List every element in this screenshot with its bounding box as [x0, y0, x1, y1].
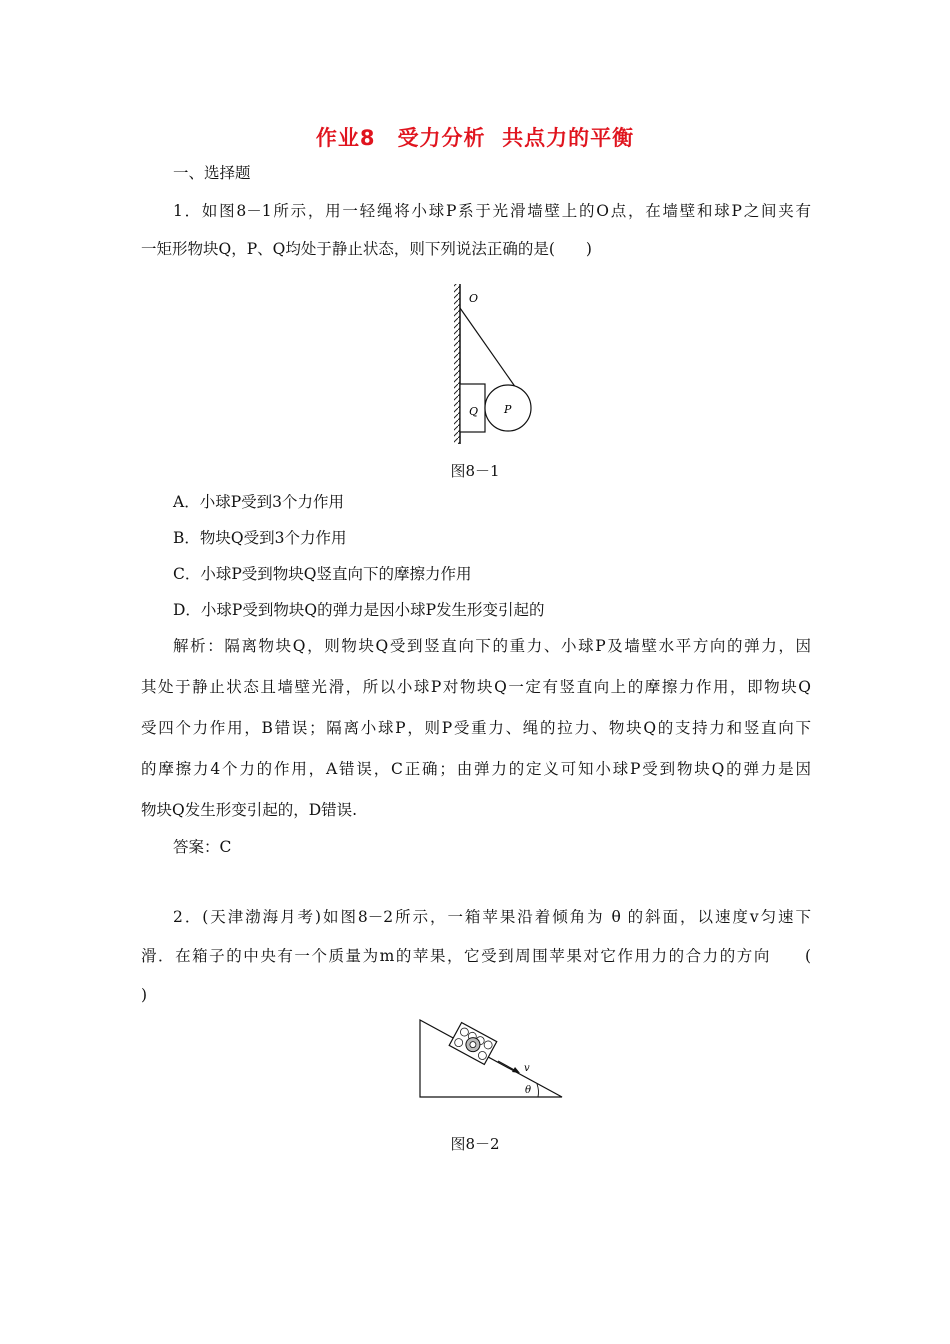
q1-analysis-line-2: 其处于静止状态且墙壁光滑，所以小球P对物块Q一定有竖直向上的摩擦力作用，即物块Q — [141, 678, 811, 696]
rope — [460, 308, 516, 388]
q1-analysis-line-3: 受四个力作用，B错误；隔离小球P，则P受重力、绳的拉力、物块Q的支持力和竖直向下 — [141, 719, 811, 737]
figure-8-2 — [412, 1012, 572, 1122]
q1-option-d: D．小球P受到物块Q的弹力是因小球P发生形变引起的 — [173, 601, 545, 619]
q1-option-c: C．小球P受到物块Q竖直向下的摩擦力作用 — [173, 565, 472, 583]
q1-answer: 答案：C — [173, 838, 232, 856]
incline — [420, 1020, 562, 1097]
q1-analysis-line-5: 物块Q发生形变引起的，D错误. — [141, 801, 358, 819]
q2-stem-line-3: ) — [141, 986, 148, 1004]
q1-stem-line-2: 一矩形物块Q，P、Q均处于静止状态，则下列说法正确的是( ) — [141, 240, 592, 258]
figure-8-1 — [440, 282, 560, 452]
label-p: P — [504, 403, 512, 416]
section-heading: 一、选择题 — [173, 164, 251, 182]
label-theta: θ — [525, 1085, 532, 1096]
q2-stem-line-1: 2．(天津渤海月考)如图8－2所示，一箱苹果沿着倾角为 θ 的斜面，以速度v匀速下 — [173, 908, 811, 926]
velocity-arrowhead — [512, 1067, 520, 1073]
q1-analysis-line-4: 的摩擦力4个力的作用，A错误，C正确；由弹力的定义可知小球P受到物块Q的弹力是因 — [141, 760, 811, 778]
q1-stem-line-1: 1．如图8－1所示，用一轻绳将小球P系于光滑墙壁上的O点，在墙壁和球P之间夹有 — [173, 202, 811, 220]
figure-8-1-caption: 图8－1 — [450, 462, 500, 480]
q1-option-a: A．小球P受到3个力作用 — [173, 493, 344, 511]
figure-8-2-caption: 图8－2 — [450, 1135, 500, 1153]
label-q: Q — [469, 405, 479, 418]
q1-analysis-line-1: 解析：隔离物块Q，则物块Q受到竖直向下的重力、小球P及墙壁水平方向的弹力，因 — [173, 637, 811, 655]
q2-stem-line-2: 滑．在箱子的中央有一个质量为m的苹果，它受到周围苹果对它作用力的合力的方向 ( — [141, 947, 811, 965]
label-v: v — [524, 1063, 530, 1074]
page-title: 作业8 受力分析 共点力的平衡 — [315, 126, 635, 150]
label-o: O — [469, 292, 479, 305]
wall-hatching — [454, 284, 460, 444]
q1-option-b: B．物块Q受到3个力作用 — [173, 529, 347, 547]
